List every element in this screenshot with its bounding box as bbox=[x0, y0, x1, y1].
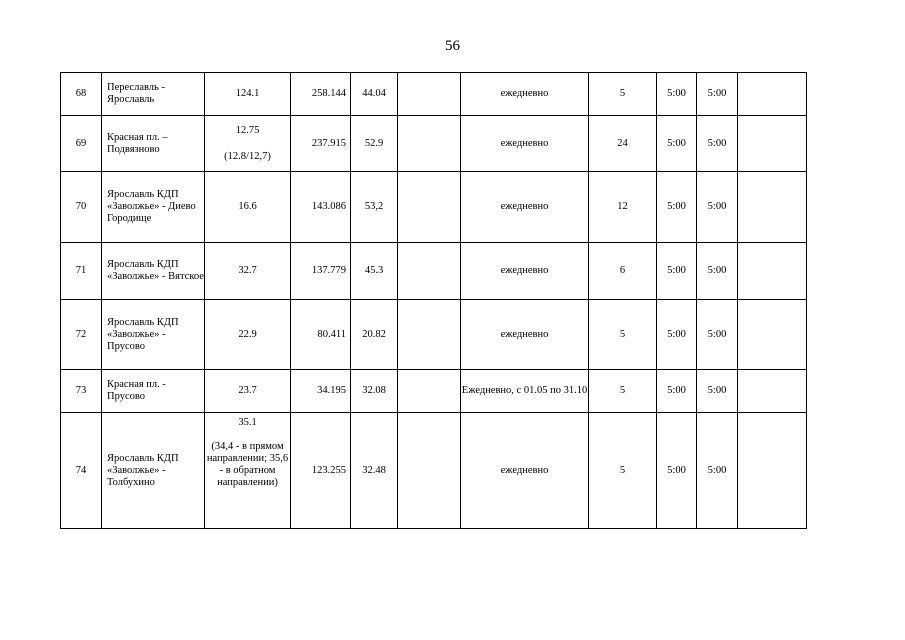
route-length bbox=[205, 73, 291, 116]
time-cell: 5:00 bbox=[697, 370, 738, 413]
schedule-mode: ежедневно bbox=[461, 413, 589, 529]
route-length bbox=[205, 370, 291, 413]
route-number: 74 bbox=[61, 413, 102, 529]
route-number: 71 bbox=[61, 243, 102, 300]
route-name: Ярославль КДП «Заволжье» - Диево Городище bbox=[102, 172, 205, 243]
schedule-mode: ежедневно bbox=[461, 243, 589, 300]
time-cell: 5:00 bbox=[697, 300, 738, 370]
route-length-main: 12.75 bbox=[235, 124, 260, 136]
empty-cell bbox=[398, 413, 461, 529]
empty-cell bbox=[738, 172, 807, 243]
route-number: 69 bbox=[61, 116, 102, 172]
route-name: Переславль - Ярославль bbox=[102, 73, 205, 116]
route-name: Ярославль КДП «Заволжье» - Прусово bbox=[102, 300, 205, 370]
trip-count: 5 bbox=[589, 413, 657, 529]
route-length bbox=[205, 300, 291, 370]
route-length-main: 16.6 bbox=[238, 201, 257, 212]
page-number: 56 bbox=[445, 38, 460, 54]
table-row bbox=[61, 300, 807, 370]
schedule-mode: ежедневно bbox=[461, 172, 589, 243]
empty-cell bbox=[398, 73, 461, 116]
route-length-main: 124.1 bbox=[235, 88, 260, 99]
schedule-mode: Ежедневно, с 01.05 по 31.10 bbox=[461, 370, 589, 413]
route-length bbox=[205, 116, 291, 172]
route-length bbox=[205, 413, 291, 529]
route-length bbox=[205, 243, 291, 300]
empty-cell bbox=[398, 370, 461, 413]
table-row bbox=[61, 243, 807, 300]
trip-count: 24 bbox=[589, 116, 657, 172]
schedule-mode: ежедневно bbox=[461, 300, 589, 370]
value-cell: 32.48 bbox=[351, 413, 398, 529]
empty-cell bbox=[738, 370, 807, 413]
route-name: Красная пл. – Подвязново bbox=[102, 116, 205, 172]
route-length-main: 23.7 bbox=[238, 385, 257, 396]
time-cell: 5:00 bbox=[657, 116, 697, 172]
value-cell: 34.195 bbox=[291, 370, 351, 413]
table-row bbox=[61, 413, 807, 529]
trip-count: 5 bbox=[589, 300, 657, 370]
table-row bbox=[61, 73, 807, 116]
empty-cell bbox=[738, 116, 807, 172]
empty-cell bbox=[738, 300, 807, 370]
value-cell: 45.3 bbox=[351, 243, 398, 300]
trip-count: 5 bbox=[589, 370, 657, 413]
time-cell: 5:00 bbox=[697, 73, 738, 116]
value-cell: 44.04 bbox=[351, 73, 398, 116]
value-cell: 258.144 bbox=[291, 73, 351, 116]
time-cell: 5:00 bbox=[697, 172, 738, 243]
empty-cell bbox=[738, 413, 807, 529]
time-cell: 5:00 bbox=[697, 116, 738, 172]
time-cell: 5:00 bbox=[657, 172, 697, 243]
route-name: Ярославль КДП «Заволжье» - Толбухино bbox=[102, 413, 205, 529]
time-cell: 5:00 bbox=[657, 413, 697, 529]
empty-cell bbox=[398, 116, 461, 172]
route-length bbox=[205, 172, 291, 243]
table-row bbox=[61, 172, 807, 243]
route-name: Красная пл. - Прусово bbox=[102, 370, 205, 413]
value-cell: 123.255 bbox=[291, 413, 351, 529]
empty-cell bbox=[398, 300, 461, 370]
time-cell: 5:00 bbox=[657, 73, 697, 116]
empty-cell bbox=[738, 243, 807, 300]
route-length-main: 35.1 bbox=[238, 417, 257, 428]
time-cell: 5:00 bbox=[657, 300, 697, 370]
routes-table bbox=[60, 72, 807, 529]
value-cell: 237.915 bbox=[291, 116, 351, 172]
value-cell: 137.779 bbox=[291, 243, 351, 300]
route-name: Ярославль КДП «Заволжье» - Вятское bbox=[102, 243, 205, 300]
empty-cell bbox=[398, 172, 461, 243]
value-cell: 53,2 bbox=[351, 172, 398, 243]
table-row bbox=[61, 116, 807, 172]
trip-count: 5 bbox=[589, 73, 657, 116]
trip-count: 12 bbox=[589, 172, 657, 243]
route-number: 68 bbox=[61, 73, 102, 116]
trip-count: 6 bbox=[589, 243, 657, 300]
route-length-detail: (34,4 - в прямом направлении; 35,6 - в обратном направлении) bbox=[206, 441, 289, 488]
empty-cell bbox=[398, 243, 461, 300]
route-length-detail: (12.8/12,7) bbox=[224, 150, 271, 162]
route-number: 70 bbox=[61, 172, 102, 243]
value-cell: 32.08 bbox=[351, 370, 398, 413]
time-cell: 5:00 bbox=[697, 243, 738, 300]
time-cell: 5:00 bbox=[657, 243, 697, 300]
route-number: 73 bbox=[61, 370, 102, 413]
schedule-mode: ежедневно bbox=[461, 73, 589, 116]
value-cell: 20.82 bbox=[351, 300, 398, 370]
value-cell: 143.086 bbox=[291, 172, 351, 243]
route-number: 72 bbox=[61, 300, 102, 370]
value-cell: 80.411 bbox=[291, 300, 351, 370]
route-length-main: 32.7 bbox=[238, 265, 257, 276]
empty-cell bbox=[738, 73, 807, 116]
schedule-mode: ежедневно bbox=[461, 116, 589, 172]
route-length-main: 22.9 bbox=[238, 328, 257, 340]
time-cell: 5:00 bbox=[697, 413, 738, 529]
table-row bbox=[61, 370, 807, 413]
time-cell: 5:00 bbox=[657, 370, 697, 413]
value-cell: 52.9 bbox=[351, 116, 398, 172]
